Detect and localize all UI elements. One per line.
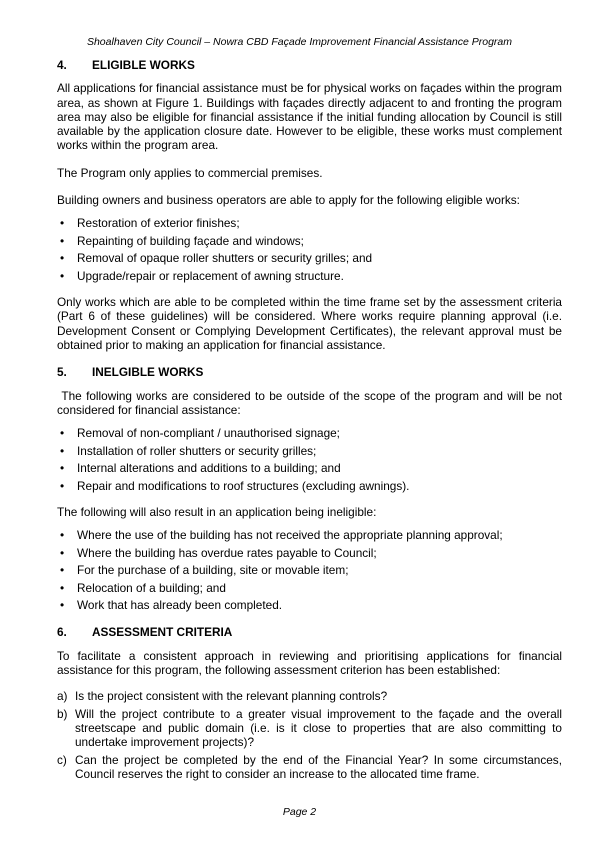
section-4-paragraph-1: All applications for financial assistance must be for physical works on façades within the program area, as shown at Figure 1. Buildings with façades directly adjacent to and fronting the program area may also be eligible for financial assistance if the initial funding allocation by Council is still available by the application closure date. However to be eligible, these works must complement works within the program area. [57,81,562,153]
page-number: Page 2 [282,806,317,818]
section-4-paragraph-3: Building owners and business operators are able to apply for the following eligible works: [57,193,520,208]
list-item: a) Is the project consistent with the relevant planning controls? [57,689,388,704]
list-item: • Work that has already been completed. [60,598,283,613]
list-item: • Repainting of building façade and windows; [60,233,304,248]
list-item: • Restoration of exterior finishes; [60,216,240,231]
list-item: • Removal of opaque roller shutters or security grilles; and [60,251,373,266]
ineligible-works-list [57,426,562,493]
section-6-title: ASSESSMENT CRITERIA [92,625,233,640]
eligible-works-list [57,216,562,283]
list-item: • Upgrade/repair or replacement of awning structure. [60,268,344,283]
section-6-paragraph-1: To facilitate a consistent approach in reviewing and prioritising applications for financial assistance for this program, the following assessment criterion has been established: [57,648,562,678]
section-4-paragraph-4: Only works which are able to be completed within the time frame set by the assessment criteria (Part 6 of these guidelines) will be considered. Where works require planning approval (i.e. Development Consent or Complying Development Certificates), the relevant approval must be obtained prior to making an application for financial assistance. [57,295,562,353]
list-marker: a) [57,689,68,704]
list-marker: b) [57,706,68,721]
section-4-paragraph-2: The Program only applies to commercial premises. [57,165,323,180]
section-5-paragraph-1: The following works are considered to be outside of the scope of the program and will be not considered for financial assistance: [57,388,566,417]
list-marker: c) [57,752,67,767]
section-4-number: 4. [57,58,67,72]
list-item: b) Will the project contribute to a greater visual improvement to the façade and the overall streetscape and public domain (i.e. is it close to properties that are also committing to undertake improvement projects)? [57,706,562,750]
bullet-icon: • [60,251,65,266]
list-item: • Relocation of a building; and [60,580,226,595]
section-4-heading [57,58,562,72]
bullet-icon: • [60,233,65,248]
section-5-heading [57,365,562,379]
section-5-number: 5. [57,365,67,380]
bullet-icon: • [60,426,65,441]
page-content [57,58,566,784]
bullet-icon: • [60,268,65,283]
assessment-criteria-list [57,689,562,781]
bullet-icon: • [60,598,65,613]
list-item: • Removal of non-compliant / unauthorised signage; [60,426,340,441]
bullet-icon: • [60,443,65,458]
list-item: • Internal alterations and additions to a building; and [60,461,341,476]
bullet-icon: • [60,461,65,476]
section-4-title: ELIGIBLE WORKS [92,58,195,72]
bullet-icon: • [60,580,65,595]
section-5-title: INELGIBLE WORKS [92,365,204,380]
bullet-icon: • [60,478,65,493]
list-item: • Where the building has overdue rates payable to Council; [60,545,377,560]
section-5-paragraph-2: The following will also result in an application being ineligible: [57,504,377,519]
section-6-heading [57,625,562,639]
bullet-icon: • [60,528,65,543]
list-item: • For the purchase of a building, site or movable item; [60,563,349,578]
section-6-number: 6. [57,625,67,640]
bullet-icon: • [60,216,65,231]
bullet-icon: • [60,545,65,560]
ineligible-conditions-list [57,528,562,612]
list-item: • Installation of roller shutters or security grilles; [60,443,317,458]
running-header: Shoalhaven City Council – Nowra CBD Façade Improvement Financial Assistance Program [86,36,513,48]
list-item: • Where the use of the building has not received the appropriate planning approval; [60,528,503,543]
list-item: c) Can the project be completed by the end of the Financial Year? In some circumstances, Council reserves the right to consider an increase to the allocated time frame. [57,752,562,781]
list-item: • Repair and modifications to roof structures (excluding awnings). [60,478,410,493]
bullet-icon: • [60,563,65,578]
